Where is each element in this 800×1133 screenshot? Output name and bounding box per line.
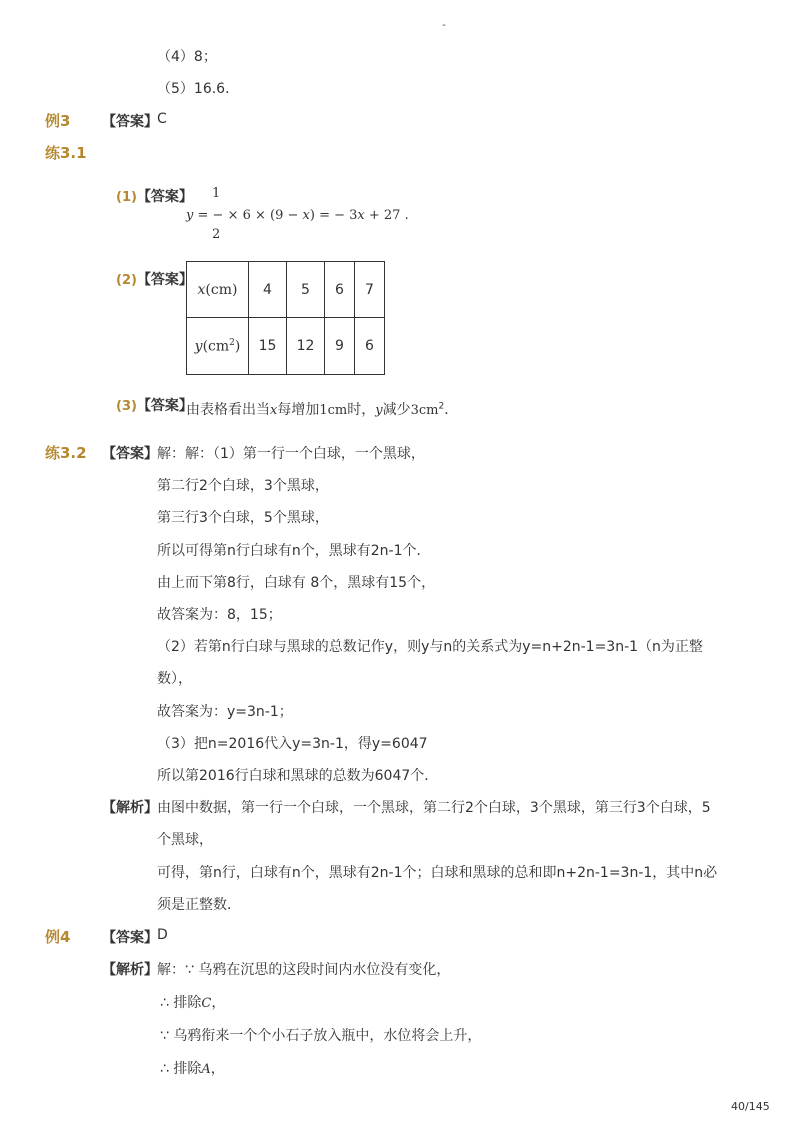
header-mark: - bbox=[442, 18, 446, 31]
table-cell: 5 bbox=[287, 262, 325, 318]
prev-item-4: （4）8； bbox=[157, 49, 217, 65]
table-cell: 9 bbox=[325, 318, 355, 375]
p32-line-10: （3）把n=2016代入y=3n-1，得y=6047 bbox=[157, 736, 428, 752]
p32-line-11: 所以第2016行白球和黑球的总数为6047个． bbox=[157, 768, 439, 784]
q3-text-1: 由表格看出当 bbox=[186, 402, 270, 418]
p32-line-3: 第三行3个白球，5个黑球， bbox=[157, 510, 329, 526]
table-cell: 6 bbox=[355, 318, 385, 375]
practice-3-1-tag: 练3.1 bbox=[45, 144, 87, 162]
formula-equals: = bbox=[193, 208, 213, 223]
header-x-unit: (cm) bbox=[205, 281, 238, 298]
p32-line-1: 解：解：（1）第一行一个白球，一个黑球， bbox=[157, 446, 425, 462]
xy-table bbox=[186, 261, 385, 375]
p31-q3-num: (3) bbox=[116, 399, 137, 414]
example-4-analysis-label: 【解析】 bbox=[102, 962, 158, 978]
ex4-l2-comma: ， bbox=[211, 995, 226, 1011]
ex4-l2-text: ∴ 排除 bbox=[160, 995, 202, 1011]
fraction-numerator: 1 bbox=[212, 186, 221, 201]
example-4-answer-label: 【答案】 bbox=[102, 930, 158, 946]
p32-analysis-1: 由图中数据，第一行一个白球，一个黑球，第二行2个白球，3个黑球，第三行3个白球，5 bbox=[157, 800, 711, 816]
p31-q1-label: 【答案】 bbox=[136, 189, 193, 205]
p31-q2-num: (2) bbox=[116, 273, 137, 288]
table-row-y bbox=[187, 318, 385, 375]
q3-text-3: 时， bbox=[347, 402, 376, 418]
q3-value-2: 3cm bbox=[410, 403, 439, 418]
table-cell: 4 bbox=[249, 262, 287, 318]
table-cell: 12 bbox=[287, 318, 325, 375]
table-cell: 15 bbox=[249, 318, 287, 375]
table-header-x bbox=[187, 262, 249, 318]
header-y-exp: 2 bbox=[229, 337, 235, 348]
p32-line-8: 数）， bbox=[157, 671, 192, 687]
p31-q1-formula bbox=[186, 208, 409, 223]
ex4-l4-var: A bbox=[201, 1062, 211, 1077]
var-x-2: x bbox=[357, 208, 365, 223]
p32-line-2: 第二行2个白球，3个黑球， bbox=[157, 478, 329, 494]
p31-q3-heading bbox=[116, 395, 193, 415]
p32-line-4: 所以可得第n行白球有n个，黑球有2n-1个． bbox=[157, 543, 431, 559]
p32-line-6: 故答案为：8，15； bbox=[157, 607, 282, 623]
practice-3-2-tag: 练3.2 bbox=[45, 444, 87, 462]
example-3-tag: 例3 bbox=[45, 112, 71, 130]
ex4-l2-var: C bbox=[201, 996, 212, 1011]
p31-q1-heading bbox=[116, 186, 193, 206]
header-x-var: x bbox=[197, 281, 206, 298]
q3-var-x: x bbox=[270, 403, 278, 418]
var-y: y bbox=[186, 208, 194, 223]
page-number: 40/145 bbox=[731, 1100, 770, 1113]
q3-exp: 2 bbox=[438, 401, 445, 412]
p31-q2-heading bbox=[116, 269, 193, 289]
table-row-x bbox=[187, 262, 385, 318]
fraction-bar: − bbox=[212, 208, 224, 223]
table-cell: 7 bbox=[355, 262, 385, 318]
q3-text-5: ． bbox=[444, 402, 459, 418]
q3-value-1: 1cm bbox=[319, 403, 348, 418]
example-4-analysis-3: ∵ 乌鸦衔来一个个小石子放入瓶中，水位将会上升， bbox=[160, 1028, 482, 1044]
p31-q3-label: 【答案】 bbox=[136, 398, 193, 414]
example-4-analysis-2 bbox=[160, 992, 225, 1012]
p32-analysis-3: 可得，第n行，白球有n个，黑球有2n-1个；白球和黑球的总和即n+2n-1=3n-1，其中n必 bbox=[157, 865, 718, 881]
p31-q2-label: 【答案】 bbox=[136, 272, 193, 288]
ex4-l4-comma: ， bbox=[210, 1061, 225, 1077]
example-4-analysis-1: 解：∵ 乌鸦在沉思的这段时间内水位没有变化， bbox=[157, 962, 451, 978]
q3-text-2: 每增加 bbox=[277, 402, 320, 418]
var-x: x bbox=[302, 208, 310, 223]
table-cell: 6 bbox=[325, 262, 355, 318]
example-3-answer-label: 【答案】 bbox=[102, 114, 158, 130]
example-4-tag: 例4 bbox=[45, 928, 71, 946]
formula-close: ) = − 3 bbox=[309, 208, 358, 223]
prev-item-5: （5）16.6． bbox=[157, 81, 240, 97]
p31-q1-num: (1) bbox=[116, 190, 137, 205]
p32-analysis-4: 须是正整数． bbox=[157, 897, 241, 913]
table-header-y bbox=[187, 318, 249, 375]
q3-text-4: 减少 bbox=[382, 402, 411, 418]
example-4-analysis-4 bbox=[160, 1058, 225, 1078]
ex4-l4-text: ∴ 排除 bbox=[160, 1061, 202, 1077]
p32-line-7: （2）若第n行白球与黑球的总数记作y，则y与n的关系式为y=n+2n-1=3n-1（n为正整 bbox=[157, 639, 703, 655]
p32-line-9: 故答案为：y=3n-1； bbox=[157, 704, 293, 720]
header-y-close: ) bbox=[234, 338, 241, 355]
p32-analysis-2: 个黑球， bbox=[157, 832, 213, 848]
q3-var-y: y bbox=[375, 403, 383, 418]
p32-line-5: 由上而下第8行，白球有 8个，黑球有15个， bbox=[157, 575, 436, 591]
fraction-denominator: 2 bbox=[212, 227, 221, 242]
p32-analysis-label: 【解析】 bbox=[102, 800, 158, 816]
p31-q3-answer bbox=[186, 399, 458, 419]
example-3-answer: C bbox=[157, 111, 167, 127]
header-y-var: y bbox=[194, 338, 203, 355]
example-4-answer: D bbox=[157, 927, 168, 943]
header-y-unit: (cm bbox=[202, 338, 230, 355]
formula-tail: + 27 . bbox=[364, 208, 409, 223]
practice-3-2-answer-label: 【答案】 bbox=[102, 446, 158, 462]
formula-middle: × 6 × (9 − bbox=[223, 208, 303, 223]
